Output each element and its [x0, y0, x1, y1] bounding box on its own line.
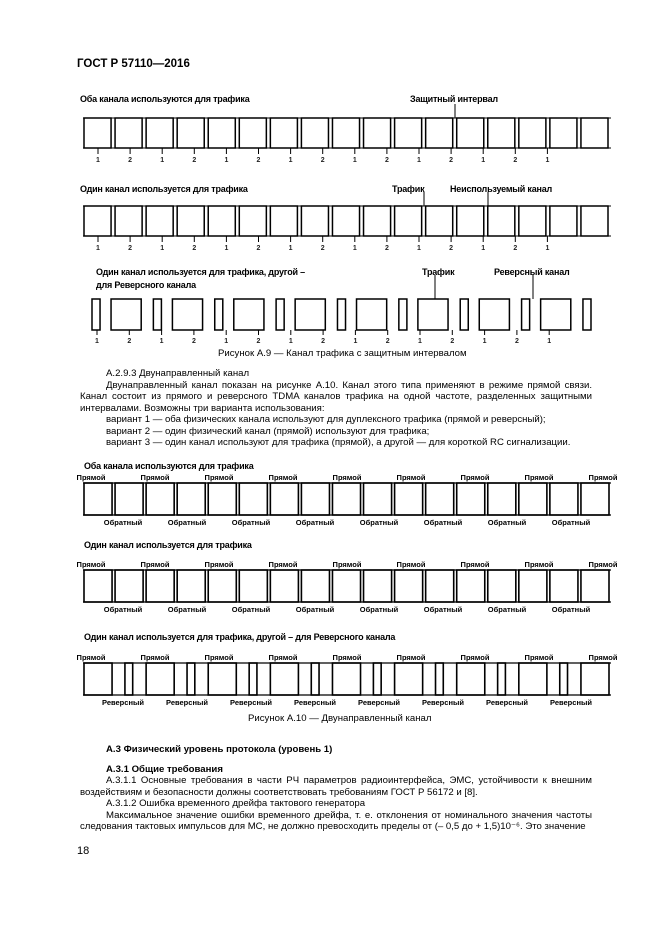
fig9-row2-traffic-label: Трафик: [392, 184, 425, 194]
fig9-row3-slot-number: 1: [288, 338, 293, 345]
fig10-row2-label: Один канал используется для трафика: [84, 540, 252, 550]
fig10-row3-slot: [560, 663, 568, 695]
variant-2: вариант 2 — один физический канал (прямой) используют для трафика;: [106, 425, 430, 437]
fig9-row3-slot-number: 1: [224, 338, 229, 345]
fig10-row2-reverse-label: Обратный: [359, 605, 399, 614]
fig10-row1-slot: [301, 483, 329, 515]
fig9-row1-slot-number: 1: [545, 157, 550, 164]
fig10-row1-slot: [426, 483, 454, 515]
fig9-row3-slot-number: 1: [547, 338, 552, 345]
fig10-row3-slot: [498, 663, 506, 695]
fig10-row1-forward-label: Прямой: [524, 473, 554, 482]
fig9-row3-slot-number: 2: [321, 338, 326, 345]
fig10-row1-reverse-label: Обратный: [423, 518, 463, 527]
fig10-row1-slot: [115, 483, 143, 515]
fig10-row2-forward-label: Прямой: [268, 560, 298, 569]
fig10-row2-reverse-label: Обратный: [423, 605, 463, 614]
fig10-row2-reverse-label: Обратный: [487, 605, 527, 614]
fig10-row2-slot: [146, 570, 174, 602]
fig10-row3-slot: [373, 663, 381, 695]
fig9-row1-slot-number: 2: [513, 157, 518, 164]
fig9-row3-reverse-label: Реверсный канал: [494, 267, 570, 277]
fig10-row3-slot: [332, 663, 360, 695]
fig9-row3-slot-number: 1: [418, 338, 422, 345]
fig10-row1-slot: [84, 483, 112, 515]
fig10-row1-slot: [519, 483, 547, 515]
fig10-row3-forward-label: Прямой: [204, 653, 234, 662]
section-a293-heading: А.2.9.3 Двунаправленный канал: [106, 368, 250, 379]
fig10-row3-label: Один канал используется для трафика, другой – для Реверсного канала: [84, 632, 396, 642]
fig10-row2-reverse-label: Обратный: [551, 605, 591, 614]
fig9-row2-unused-label: Неиспользуемый канал: [450, 184, 553, 194]
fig10-row2-forward-label: Прямой: [204, 560, 234, 569]
fig9-row1-slot-number: 2: [192, 157, 197, 164]
fig9-row2-slot-number: 1: [417, 245, 421, 252]
fig9-row2-slot-number: 2: [192, 245, 197, 252]
fig9-row3-slot-number: 2: [385, 338, 390, 345]
fig10-row2-reverse-label: Обратный: [167, 605, 207, 614]
fig9-row1-slot-number: 2: [449, 157, 454, 164]
fig10-row3-forward-label: Прямой: [332, 653, 362, 662]
fig10-row2-forward-label: Прямой: [396, 560, 426, 569]
fig10-row2-forward-label: Прямой: [140, 560, 170, 569]
fig9-row2-slot-number: 2: [513, 245, 518, 252]
page-number: 18: [77, 845, 90, 857]
fig10-row2-slot: [519, 570, 547, 602]
fig9-row3-slot-number: 1: [482, 338, 487, 345]
fig9-row3-slot-number: 2: [127, 338, 132, 345]
fig9-row2-slot-number: 1: [288, 245, 293, 252]
fig10-row1-slot: [395, 483, 423, 515]
fig9-row2-slot-number: 2: [256, 245, 261, 252]
section-a312-paragraph: Максимальное значение ошибки временного дрейфа, т. е. отклонения от номинального значения частоты следования тактовых импульсов для МС, не должно превосходить пределы от (– 0,5 до + 1,5)10⁻⁶. Это значение: [80, 809, 592, 832]
fig10-row3-slot: [208, 663, 236, 695]
section-a312-heading: А.3.1.2 Ошибка временного дрейфа тактового генератора: [106, 798, 366, 809]
fig10-row1-slot: [270, 483, 298, 515]
fig10-row1-slot: [550, 483, 578, 515]
fig10-row2-forward-label: Прямой: [76, 560, 106, 569]
fig9-row3-slot-number: 1: [353, 338, 358, 345]
fig10-row3-slot: [457, 663, 485, 695]
fig10-row1-slot: [208, 483, 236, 515]
fig10-row1-slot: [581, 483, 609, 515]
fig9-row1-slot-number: 2: [384, 157, 389, 164]
fig9-caption: Рисунок А.9 — Канал трафика с защитным интервалом: [218, 348, 467, 359]
fig9-row1-slot-number: 1: [288, 157, 293, 164]
fig9-row2-slot-number: 2: [128, 245, 133, 252]
fig10-row2-slot: [270, 570, 298, 602]
fig9-row2-label: Один канал используется для трафика: [80, 184, 248, 194]
fig10-row2-slot: [550, 570, 578, 602]
fig10-row3-reverse-label: Реверсный: [486, 698, 528, 707]
fig9-row1-slot-number: 1: [224, 157, 229, 164]
fig9-row3-slot-number: 2: [191, 338, 196, 345]
fig10-row1-forward-label: Прямой: [268, 473, 298, 482]
fig10-row2-reverse-label: Обратный: [103, 605, 143, 614]
section-a31-heading: А.3.1 Общие требования: [106, 763, 223, 775]
fig10-row1-slot: [332, 483, 360, 515]
fig10-row3-slot: [125, 663, 133, 695]
fig10-row3-slot: [270, 663, 298, 695]
fig9-row3-slot-number: 1: [159, 338, 164, 345]
fig9-row1-slot-number: 1: [352, 157, 357, 164]
fig10-row2-slot: [332, 570, 360, 602]
fig10-row3-forward-label: Прямой: [460, 653, 490, 662]
fig10-row1-forward-label: Прямой: [140, 473, 170, 482]
fig10-row3-reverse-label: Реверсный: [422, 698, 464, 707]
fig9-row2-slot-number: 2: [449, 245, 454, 252]
fig9-row2-slot-number: 2: [384, 245, 389, 252]
fig10-row3-reverse-label: Реверсный: [294, 698, 336, 707]
section-a3-heading: А.3 Физический уровень протокола (уровень 1): [106, 744, 333, 755]
fig10-row2-slot: [301, 570, 329, 602]
fig10-row2-slot: [426, 570, 454, 602]
fig10-row1-slot: [239, 483, 267, 515]
fig10-row3-reverse-label: Реверсный: [230, 698, 272, 707]
fig10-row2-forward-label: Прямой: [524, 560, 554, 569]
fig10-row2-slot: [239, 570, 267, 602]
fig10-row3-reverse-label: Реверсный: [166, 698, 208, 707]
fig10-row2-slot: [84, 570, 112, 602]
fig10-row3-forward-label: Прямой: [76, 653, 106, 662]
fig9-row3-slot-number: 2: [256, 338, 261, 345]
section-a293-paragraph: Двунаправленный канал показан на рисунке А.10. Канал этого типа применяют в режиме прямой связи. Канал состоит из прямого и реверсного TDMA каналов трафика на одной частоте, разделенных защитными интервалами. Возможны три варианта использования:: [80, 379, 592, 414]
fig10-row3-reverse-label: Реверсный: [358, 698, 400, 707]
fig10-row1-forward-label: Прямой: [76, 473, 106, 482]
fig9-row1-guard-label: Защитный интервал: [410, 94, 498, 104]
fig10-row3-slot: [84, 663, 112, 695]
fig10-row2-slot: [395, 570, 423, 602]
fig10-row3-reverse-label: Реверсный: [102, 698, 144, 707]
fig9-row2-slot-number: 1: [545, 245, 550, 252]
fig10-row3-forward-label: Прямой: [524, 653, 554, 662]
fig10-row1-slot: [146, 483, 174, 515]
fig9-row1-slot-number: 1: [96, 157, 100, 164]
fig9-row3-slot-number: 2: [450, 338, 455, 345]
fig10-row3-forward-label: Прямой: [396, 653, 426, 662]
fig10-row2-forward-label: Прямой: [588, 560, 618, 569]
fig9-row1-slot-number: 2: [256, 157, 261, 164]
fig10-row2-slot: [364, 570, 392, 602]
fig10-row1-reverse-label: Обратный: [103, 518, 143, 527]
fig10-row1-slot: [364, 483, 392, 515]
fig9-row3-slot-number: 2: [514, 338, 519, 345]
fig10-row1-slot: [457, 483, 485, 515]
fig10-row3-forward-label: Прямой: [140, 653, 170, 662]
fig10-row1-label: Оба канала используются для трафика: [84, 461, 254, 471]
fig9-row2-slot-number: 1: [96, 245, 100, 252]
fig10-row2-slot: [457, 570, 485, 602]
fig10-row2-reverse-label: Обратный: [231, 605, 271, 614]
fig10-row1-reverse-label: Обратный: [295, 518, 335, 527]
variant-1: вариант 1 — оба физических канала используют для дуплексного трафика (прямой и реверсный);: [106, 414, 546, 425]
fig10-row1-reverse-label: Обратный: [551, 518, 591, 527]
fig9-row2-slot-number: 1: [224, 245, 229, 252]
fig10-caption: Рисунок А.10 — Двунаправленный канал: [248, 713, 432, 724]
section-a311-paragraph: А.3.1.1 Основные требования в части РЧ параметров радиоинтерфейса, ЭМС, устойчивости к внешним воздействиям и безопасности должны соответствовать требованиям ГОСТ Р 56172 и [8].: [80, 775, 592, 798]
fig9-row3-traffic-label: Трафик: [422, 267, 455, 277]
fig10-row3-reverse-label: Реверсный: [550, 698, 592, 707]
fig10-row2-slot: [581, 570, 609, 602]
fig10-row2-reverse-label: Обратный: [295, 605, 335, 614]
fig9-row2-slot-number: 1: [352, 245, 357, 252]
variant-3: вариант 3 — один канал используют для трафика (прямой), а другой — для короткой RC сигнализации.: [106, 437, 571, 448]
fig9-row1-slot-number: 1: [417, 157, 421, 164]
fig9-row2-slot-number: 1: [160, 245, 165, 252]
fig10-row3-slot: [519, 663, 547, 695]
fig10-row1-forward-label: Прямой: [460, 473, 490, 482]
fig10-row3-slot: [395, 663, 423, 695]
fig10-row3-slot: [436, 663, 444, 695]
fig10-row1-forward-label: Прямой: [204, 473, 234, 482]
fig10-row1-forward-label: Прямой: [332, 473, 362, 482]
fig10-row2-slot: [208, 570, 236, 602]
fig9-row1-label: Оба канала используются для трафика: [80, 94, 250, 104]
fig10-row1-reverse-label: Обратный: [231, 518, 271, 527]
fig10-row2-forward-label: Прямой: [460, 560, 490, 569]
fig10-row1-reverse-label: Обратный: [359, 518, 399, 527]
fig9-row2-slot-number: 2: [320, 245, 325, 252]
fig10-row1-reverse-label: Обратный: [487, 518, 527, 527]
fig10-row1-slot: [177, 483, 205, 515]
fig9-row2-slot-number: 1: [481, 245, 486, 252]
fig10-row3-slot: [249, 663, 257, 695]
fig10-row3-forward-label: Прямой: [588, 653, 618, 662]
fig9-row1-slot-number: 1: [481, 157, 486, 164]
fig10-row3-slot: [311, 663, 319, 695]
fig10-row1-forward-label: Прямой: [396, 473, 426, 482]
fig9-row3-label-line2: для Реверсного канала: [96, 280, 196, 290]
fig10-row1-forward-label: Прямой: [588, 473, 618, 482]
fig9-row1-slot-number: 2: [320, 157, 325, 164]
fig10-row3-slot: [187, 663, 195, 695]
fig9-row3-slot-number: 1: [95, 338, 99, 345]
fig10-row3-forward-label: Прямой: [268, 653, 298, 662]
fig10-row1-reverse-label: Обратный: [167, 518, 207, 527]
document-code: ГОСТ Р 57110—2016: [77, 58, 190, 70]
fig9-row1-slot-number: 2: [128, 157, 133, 164]
fig10-row2-forward-label: Прямой: [332, 560, 362, 569]
section-a3: [80, 744, 592, 833]
fig10-row1-slot: [488, 483, 516, 515]
fig9-row3-label-line1: Один канал используется для трафика, другой –: [96, 267, 305, 277]
fig10-row2-slot: [177, 570, 205, 602]
fig10-row2-slot: [488, 570, 516, 602]
fig10-row3-slot: [581, 663, 609, 695]
fig10-row2-slot: [115, 570, 143, 602]
fig10-row3-slot: [146, 663, 174, 695]
fig9-row1-slot-number: 1: [160, 157, 165, 164]
